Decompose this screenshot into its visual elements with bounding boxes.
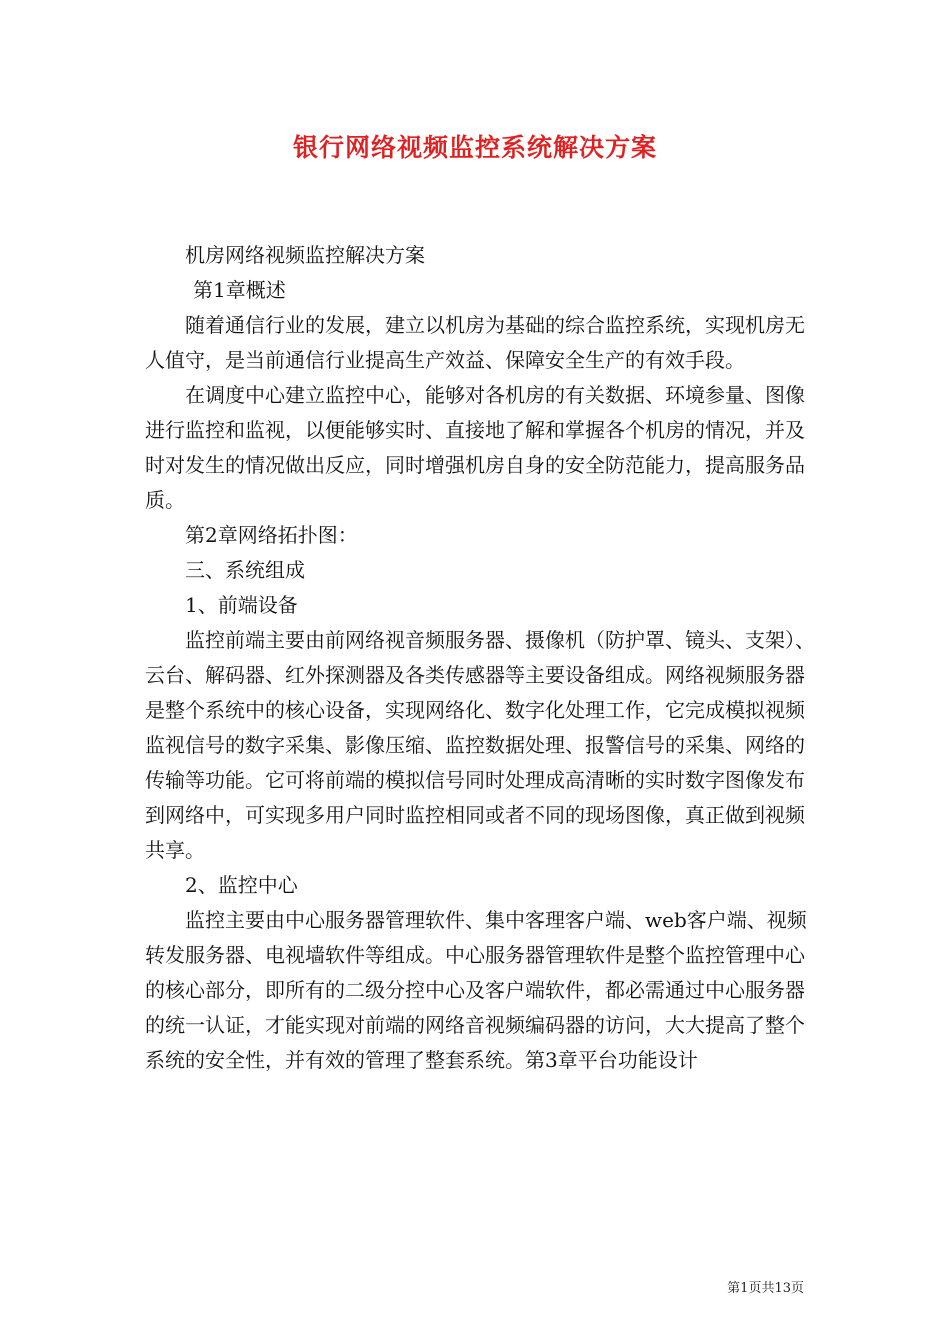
paragraph-2: 在调度中心建立监控中心，能够对各机房的有关数据、环境参量、图像进行监控和监视，以便能够实时、直接地了解和掌握各个机房的情况，并及时对发生的情况做出反应，同时增强机房自身的安全防范能力，提高服务品质。	[145, 383, 805, 512]
page-number-footer: 第1页共13页	[727, 1281, 804, 1296]
paragraph-4: 监控主要由中心服务器管理软件、集中客理客户端、web客户端、视频转发服务器、电视墙软件等组成。中心服务器管理软件是整个监控管理中心的核心部分，即所有的二级分控中心及客户端软件，都必需通过中心服务器的统一认证，才能实现对前端的网络音视频编码器的访问，大大提高了整个系统的安全性，并有效的管理了整套系统。第3章平台功能设计	[145, 908, 807, 1072]
subsection-heading-2: 2、监控中心	[185, 873, 298, 897]
section-heading-3: 三、系统组成	[185, 558, 305, 582]
paragraph-1: 随着通信行业的发展，建立以机房为基础的综合监控系统，实现机房无人值守，是当前通信行业提高生产效益、保障安全生产的有效手段。	[145, 313, 805, 372]
section-title: 机房网络视频监控解决方案	[185, 243, 425, 267]
document-body	[145, 238, 815, 1078]
chapter-heading-2: 第2章网络拓扑图：	[185, 523, 358, 547]
chapter-heading-1: 第1章概述	[193, 278, 286, 302]
paragraph-3: 监控前端主要由前网络视音频服务器、摄像机（防护罩、镜头、支架）、云台、解码器、红外探测器及各类传感器等主要设备组成。网络视频服务器是整个系统中的核心设备，实现网络化、数字化处理工作，它完成模拟视频监视信号的数字采集、影像压缩、监控数据处理、报警信号的采集、网络的传输等功能。它可将前端的模拟信号同时处理成高清晰的实时数字图像发布到网络中，可实现多用户同时监控相同或者不同的现场图像，真正做到视频共享。	[145, 628, 815, 862]
page-title: 银行网络视频监控系统解决方案	[292, 133, 657, 162]
subsection-heading-1: 1、前端设备	[185, 593, 298, 617]
